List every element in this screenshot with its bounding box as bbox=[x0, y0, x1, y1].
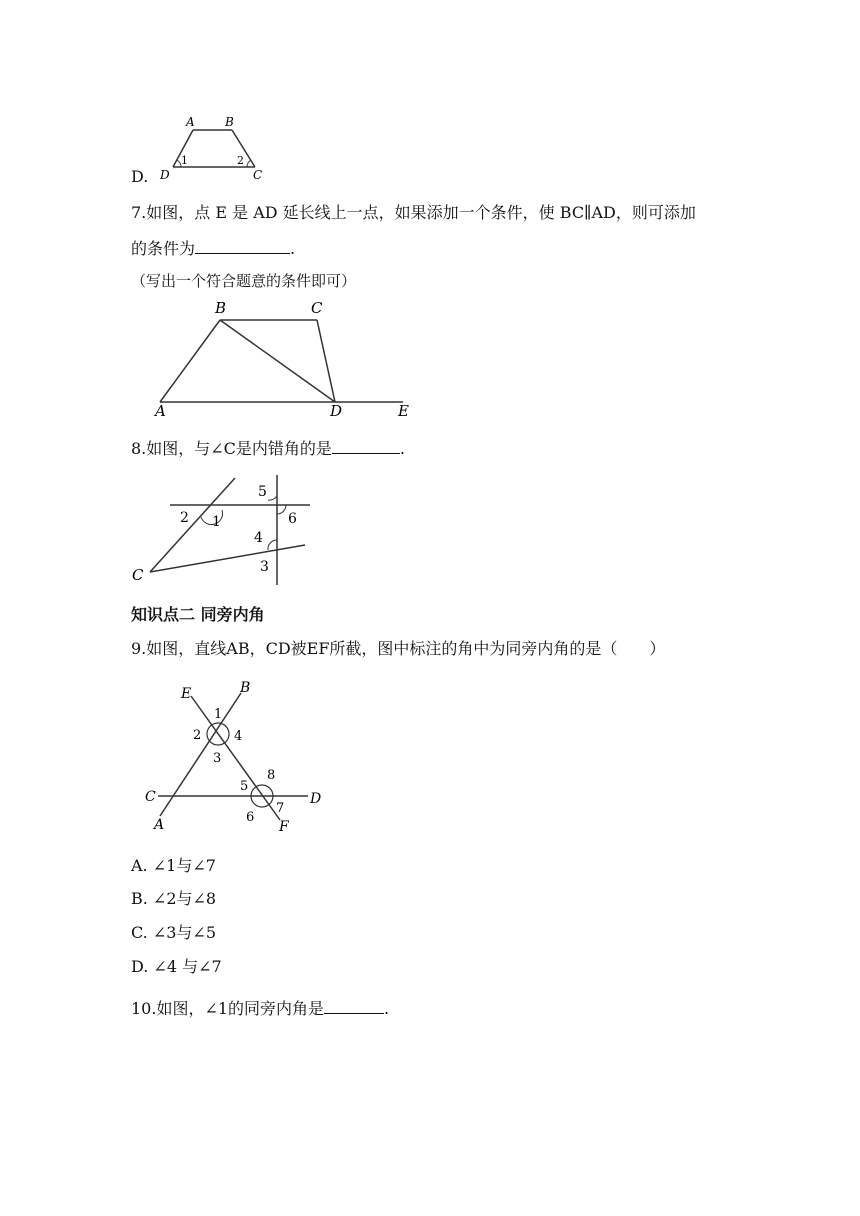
vertex-label-c: C bbox=[311, 299, 323, 317]
q7-question-line2: 的条件为 . bbox=[131, 239, 296, 258]
q9-question: 9.如图，直线AB，CD被EF所截，图中标注的角中为同旁内角的是（ ） bbox=[131, 639, 666, 658]
q6-option-d: D. bbox=[131, 167, 149, 186]
angle-label-7: 7 bbox=[276, 801, 285, 816]
angle-label-6: 6 bbox=[246, 810, 255, 825]
angle-label-1: 1 bbox=[214, 707, 223, 722]
angle-label-2: 2 bbox=[237, 154, 244, 167]
q9-option-c[interactable]: C. ∠3与∠5 bbox=[131, 923, 217, 942]
vertex-label-d: D bbox=[330, 402, 343, 420]
q6-trapezoid-figure bbox=[150, 112, 280, 182]
point-label-c: C bbox=[145, 789, 156, 805]
section-title: 知识点二 同旁内角 bbox=[131, 605, 265, 624]
q9-transversal-figure bbox=[138, 676, 338, 838]
q7-answer-blank[interactable] bbox=[195, 239, 290, 254]
q7-note: （写出一个符合题意的条件即可） bbox=[131, 272, 357, 290]
angle-label-3: 3 bbox=[213, 751, 222, 766]
point-label-b: B bbox=[240, 680, 251, 696]
angle-label-2: 2 bbox=[180, 510, 189, 526]
q9-option-d[interactable]: D. ∠4 与∠7 bbox=[131, 957, 222, 976]
angle-label-4: 4 bbox=[234, 729, 243, 744]
angle-label-5: 5 bbox=[240, 779, 249, 794]
q8-angles-figure bbox=[125, 470, 325, 590]
angle-label-5: 5 bbox=[258, 484, 267, 500]
angle-label-2: 2 bbox=[193, 728, 202, 743]
vertex-label-d: D bbox=[160, 168, 170, 182]
angle-label-6: 6 bbox=[288, 511, 297, 527]
angle-label-3: 3 bbox=[260, 559, 269, 575]
q7-trapezoid-figure bbox=[145, 296, 425, 421]
point-label-d: D bbox=[310, 791, 322, 807]
angle-label-8: 8 bbox=[267, 768, 276, 783]
q8-question: 8.如图，与∠C是内错角的是 . bbox=[131, 439, 406, 458]
q7-question-line1: 7.如图，点 E 是 AD 延长线上一点，如果添加一个条件，使 BC∥AD，则可添加 bbox=[131, 203, 696, 222]
q9-option-a[interactable]: A. ∠1与∠7 bbox=[131, 856, 216, 875]
point-label-a: A bbox=[154, 817, 165, 833]
vertex-label-a: A bbox=[186, 115, 195, 129]
point-label-e: E bbox=[181, 686, 192, 702]
q10-question: 10.如图，∠1的同旁内角是 . bbox=[131, 999, 390, 1018]
vertex-label-a: A bbox=[155, 402, 166, 420]
q10-answer-blank[interactable] bbox=[324, 999, 384, 1014]
vertex-label-c: C bbox=[132, 566, 144, 584]
vertex-label-c: C bbox=[253, 168, 263, 182]
angle-label-1: 1 bbox=[212, 514, 221, 530]
vertex-label-b: B bbox=[225, 115, 234, 129]
q8-answer-blank[interactable] bbox=[332, 439, 400, 454]
vertex-label-b: B bbox=[215, 299, 227, 317]
point-label-f: F bbox=[279, 819, 289, 835]
angle-label-1: 1 bbox=[181, 154, 188, 167]
q9-option-b[interactable]: B. ∠2与∠8 bbox=[131, 889, 217, 908]
angle-label-4: 4 bbox=[254, 530, 263, 546]
vertex-label-e: E bbox=[398, 402, 409, 420]
